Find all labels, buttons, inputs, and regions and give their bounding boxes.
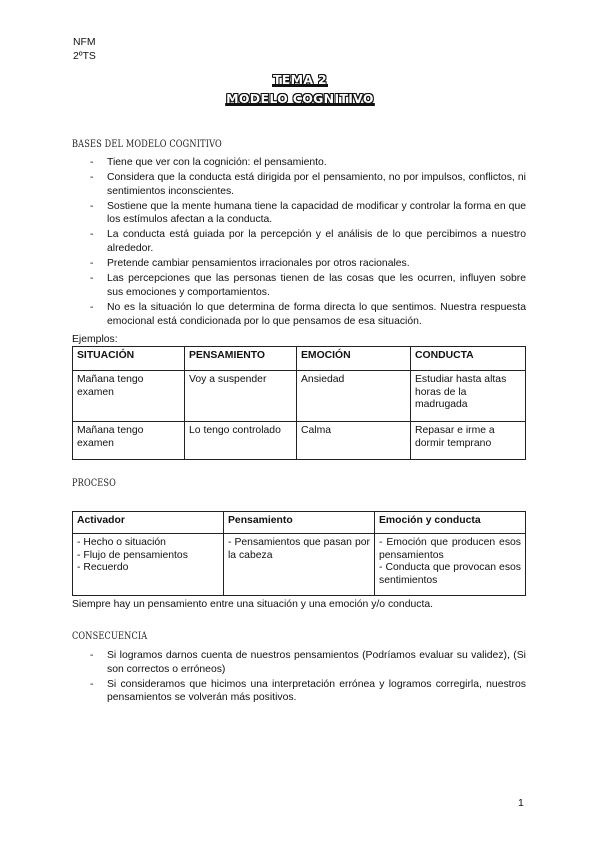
proceso-note: Siempre hay un pensamiento entre una situación y una emoción y/o conducta. — [72, 599, 434, 610]
title-line-2: MODELO COGNITIVO — [226, 91, 374, 106]
table-header-cell: Pensamiento — [224, 512, 375, 534]
table-cell: Repasar e irme a dormir temprano — [411, 422, 526, 460]
list-item: - Si consideramos que hicimos una interpretación errónea y logramos corregirla, nuestros pensamientos se volverán más positivos. — [90, 678, 526, 704]
author-initials: NFM — [73, 37, 96, 48]
section-heading-proceso: PROCESO — [72, 477, 117, 489]
section-heading-consecuencia: CONSECUENCIA — [72, 630, 148, 642]
list-item: - Tiene que ver con la cognición: el pensamiento. — [90, 157, 327, 168]
title-line-1: TEMA 2 — [272, 72, 328, 87]
page-header — [73, 36, 96, 64]
table-cell: Estudiar hasta altas horas de la madrugada — [411, 371, 526, 422]
list-item: - Si logramos darnos cuenta de nuestros pensamientos (Podríamos evaluar su validez), (Si son correctos o erróneos) — [90, 650, 526, 675]
list-item: - Considera que la conducta está dirigida por el pensamiento, no por impulsos, conflictos, ni sentimientos inconscientes. — [90, 172, 526, 197]
table-cell: Calma — [297, 422, 411, 460]
section-heading-bases: BASES DEL MODELO COGNITIVO — [72, 138, 222, 150]
table-row — [73, 422, 526, 460]
page-number: 1 — [518, 798, 524, 809]
table-header-cell: PENSAMIENTO — [185, 347, 297, 371]
course-label: 2ºTS — [73, 51, 96, 62]
list-item: - Sostiene que la mente humana tiene la capacidad de modificar y controlar la forma en que los estímulos afectan a la conducta. — [90, 200, 526, 226]
table-header-cell: Activador — [73, 512, 224, 534]
table-row — [73, 371, 526, 422]
table-header-cell: CONDUCTA — [411, 347, 526, 371]
table-cell: Mañana tengo examen — [73, 422, 185, 460]
table-header-cell: Emoción y conducta — [375, 512, 526, 534]
table-cell: Lo tengo controlado — [185, 422, 297, 460]
consecuencia-list — [90, 649, 526, 706]
examples-table — [72, 346, 526, 460]
list-item: - La conducta está guiada por la percepción y el análisis de lo que percibimos a nuestro alrededor. — [90, 229, 526, 255]
table-cell-pensamiento: - Pensamientos que pasan por la cabeza — [224, 534, 375, 596]
bases-list — [90, 156, 526, 330]
table-cell: Voy a suspender — [185, 371, 297, 422]
list-item: - Pretende cambiar pensamientos irracionales por otros racionales. — [90, 258, 410, 270]
table-cell-activador: - Hecho o situación - Flujo de pensamientos - Recuerdo — [73, 534, 224, 596]
table-cell: Mañana tengo examen — [73, 371, 185, 422]
proceso-table — [72, 511, 526, 596]
table-row — [73, 534, 526, 596]
examples-label: Ejemplos: — [72, 334, 118, 345]
table-header-row — [73, 347, 526, 371]
table-header-cell: EMOCIÓN — [297, 347, 411, 371]
list-item: - Las percepciones que las personas tienen de las cosas que les ocurren, influyen sobre sus emociones y comportamientos. — [90, 273, 526, 298]
table-header-cell: SITUACIÓN — [73, 347, 185, 371]
list-item: - No es la situación lo que determina de forma directa lo que sentimos. Nuestra respuesta emocional está condicionada por lo que pensamos de esa situación. — [90, 301, 526, 327]
table-header-row — [73, 512, 526, 534]
table-cell-emocion: - Emoción que producen esos pensamientos - Conducta que provocan esos sentimientos — [375, 534, 526, 596]
table-cell: Ansiedad — [297, 371, 411, 422]
